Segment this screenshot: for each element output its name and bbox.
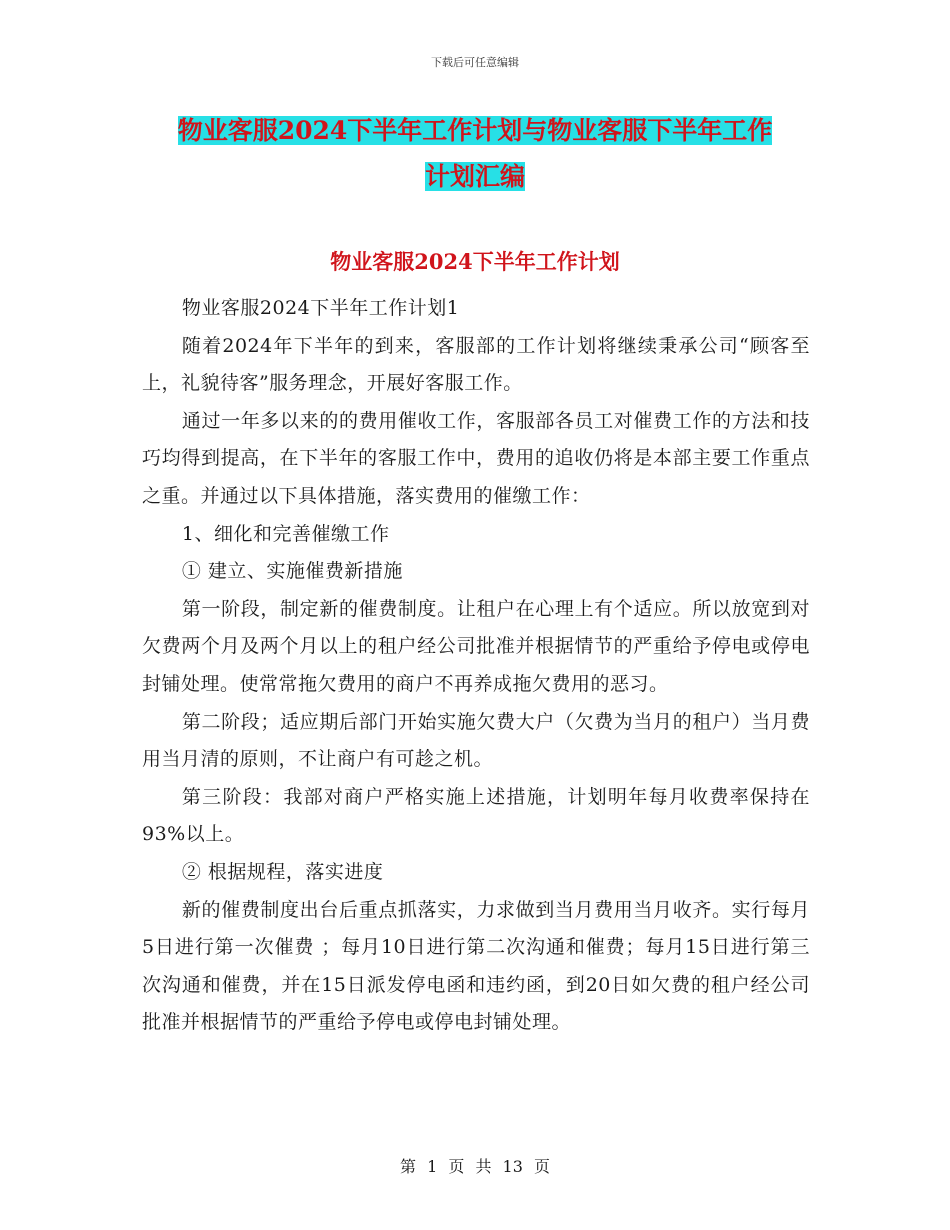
- section-title: 物业客服2024下半年工作计划: [330, 249, 620, 274]
- paragraph: 第二阶段；适应期后部门开始实施欠费大户（欠费为当月的租户）当月费用当月清的原则，不让商户有可趁之机。: [142, 710, 810, 771]
- paragraph: 第三阶段：我部对商户严格实施上述措施，计划明年每月收费率保持在93%以上。: [142, 785, 810, 846]
- title-line-2: 计划汇编: [424, 162, 525, 191]
- document-body: [142, 290, 810, 1042]
- paragraph: ② 根据规程，落实进度: [181, 860, 384, 883]
- paragraph: 随着2024年下半年的到来，客服部的工作计划将继续秉承公司“顾客至上，礼貌待客”服务理念，开展好客服工作。: [142, 334, 810, 395]
- paragraph: 物业客服2024下半年工作计划1: [181, 297, 460, 319]
- page-footer: 第 1 页 共 13 页: [400, 1157, 550, 1176]
- paragraph: 通过一年多以来的的费用催收工作，客服部各员工对催费工作的方法和技巧均得到提高，在下半年的客服工作中，费用的追收仍将是本部主要工作重点之重。并通过以下具体措施，落实费用的催缴工作：: [142, 409, 810, 507]
- paragraph: 第一阶段，制定新的催费制度。让租户在心理上有个适应。所以放宽到对欠费两个月及两个月以上的租户经公司批准并根据情节的严重给予停电或停电封铺处理。使常常拖欠费用的商户不再养成拖欠费用的恶习。: [142, 597, 810, 695]
- document-title: [140, 108, 810, 200]
- title-line-1: 物业客服2024下半年工作计划与物业客服下半年工作: [177, 116, 773, 145]
- paragraph: 新的催费制度出台后重点抓落实，力求做到当月费用当月收齐。实行每月5日进行第一次催费 ；每月10日进行第二次沟通和催费；每月15日进行第三次沟通和催费，并在15日派发停电函和违约函，到20日如欠费的租户经公司批准并根据情节的严重给予停电或停电封铺处理。: [142, 898, 810, 1034]
- header-note: 下载后可任意编辑: [431, 56, 519, 69]
- paragraph: 1、细化和完善催缴工作: [181, 522, 390, 545]
- paragraph: ① 建立、实施催费新措施: [181, 560, 403, 583]
